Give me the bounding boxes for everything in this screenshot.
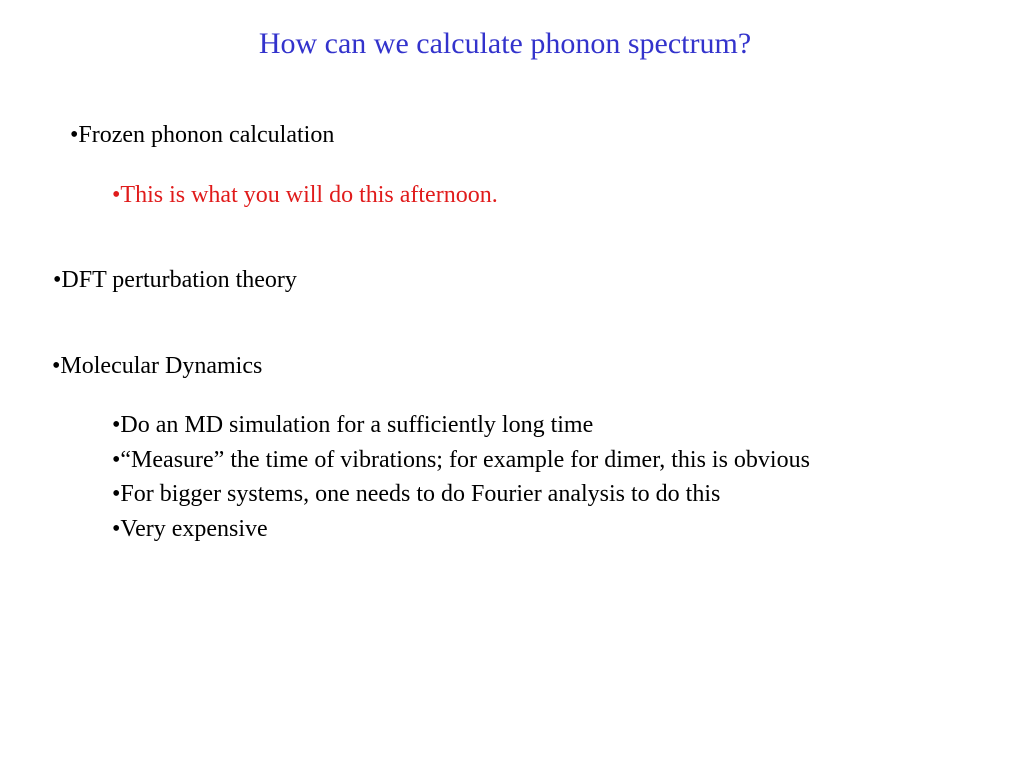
bullet-dft-perturbation: •DFT perturbation theory bbox=[53, 267, 297, 293]
md-subitem-list bbox=[112, 408, 810, 546]
md-subitem: •Very expensive bbox=[112, 515, 268, 542]
bullet-molecular-dynamics: •Molecular Dynamics bbox=[52, 353, 263, 379]
md-subitem: •For bigger systems, one needs to do Fourier analysis to do this bbox=[112, 481, 721, 507]
md-subitem: •Do an MD simulation for a sufficiently long time bbox=[112, 412, 594, 438]
md-subitem: •“Measure” the time of vibrations; for example for dimer, this is obvious bbox=[112, 446, 810, 473]
slide-title: How can we calculate phonon spectrum? bbox=[258, 27, 752, 60]
bullet-afternoon-note: •This is what you will do this afternoon. bbox=[112, 182, 498, 208]
bullet-frozen-phonon: •Frozen phonon calculation bbox=[70, 122, 335, 148]
